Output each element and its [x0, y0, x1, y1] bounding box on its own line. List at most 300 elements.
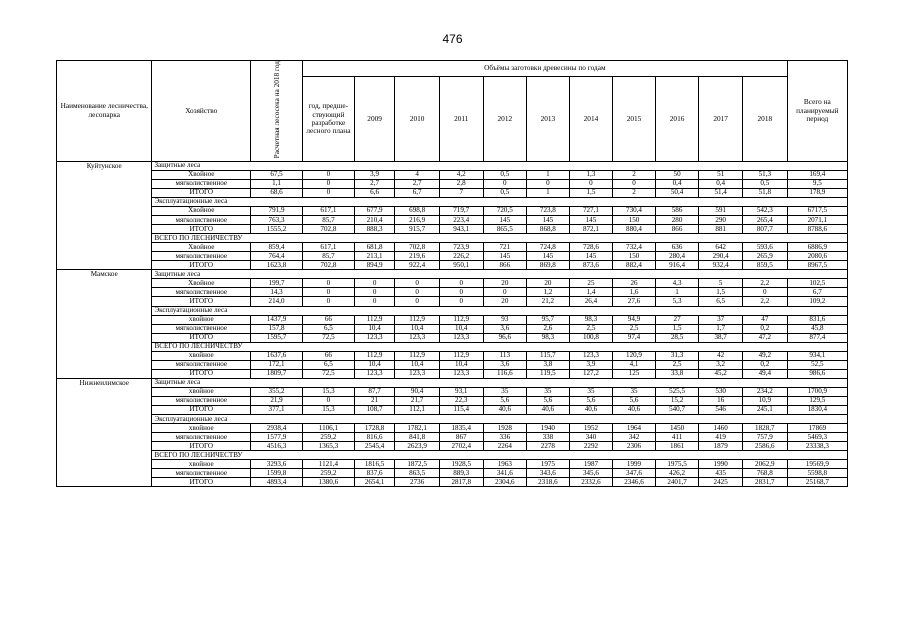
value-cell: 219,6 — [395, 252, 440, 261]
value-cell: 816,6 — [354, 433, 394, 442]
value-cell: 1 — [655, 288, 699, 297]
value-cell: 67,5 — [251, 170, 303, 179]
value-cell: 1,5 — [569, 188, 613, 197]
table-row — [57, 387, 848, 396]
table-row — [57, 261, 848, 270]
value-cell: 6,5 — [302, 324, 354, 333]
row-label: Хвойное — [152, 243, 251, 252]
row-label: ИТОГО — [152, 188, 251, 197]
value-cell: 20 — [483, 297, 527, 306]
value-cell: 0,2 — [742, 324, 787, 333]
value-cell: 866 — [655, 225, 699, 234]
value-cell: 728,6 — [569, 243, 613, 252]
value-cell: 15,3 — [302, 387, 354, 396]
row-label: Хвойное — [152, 206, 251, 215]
value-cell: 877,4 — [787, 333, 847, 342]
value-cell: 0 — [354, 279, 394, 288]
value-cell: 6,6 — [354, 188, 394, 197]
value-cell: 2264 — [483, 442, 527, 451]
table-row — [57, 243, 848, 252]
value-cell: 0 — [354, 288, 394, 297]
value-cell: 178,9 — [787, 188, 847, 197]
value-cell: 4 — [395, 170, 440, 179]
value-cell: 40,6 — [483, 406, 527, 415]
value-cell: 45,8 — [787, 324, 847, 333]
value-cell: 0,5 — [742, 179, 787, 188]
value-cell: 199,7 — [251, 279, 303, 288]
row-label: хвойное — [152, 387, 251, 396]
section-row — [57, 197, 848, 206]
value-cell: 1987 — [569, 460, 613, 469]
value-cell: 38,7 — [699, 333, 743, 342]
table-row — [57, 333, 848, 342]
value-cell: 35 — [569, 387, 613, 396]
value-cell: 345,6 — [569, 469, 613, 478]
value-cell: 37 — [699, 315, 743, 324]
value-cell: 719,7 — [439, 206, 483, 215]
header-prev-year: год, предше-ствующий разработке лесного плана — [302, 77, 354, 161]
value-cell: 5,6 — [613, 396, 656, 405]
value-cell: 869,8 — [527, 261, 570, 270]
value-cell: 20 — [483, 279, 527, 288]
value-cell: 40,6 — [613, 406, 656, 415]
value-cell: 6,5 — [302, 360, 354, 369]
value-cell: 2425 — [699, 478, 743, 487]
value-cell: 6,5 — [699, 297, 743, 306]
value-cell: 757,9 — [742, 433, 787, 442]
value-cell: 119,5 — [527, 369, 570, 378]
value-cell: 0 — [302, 188, 354, 197]
value-cell: 216,9 — [395, 216, 440, 225]
value-cell: 1964 — [613, 424, 656, 433]
value-cell: 343,6 — [527, 469, 570, 478]
value-cell: 93 — [483, 315, 527, 324]
value-cell: 2346,6 — [613, 478, 656, 487]
value-cell: 2586,6 — [742, 442, 787, 451]
section-title: ВСЕГО ПО ЛЕСНИЧЕСТВУ — [152, 342, 848, 351]
value-cell: 426,2 — [655, 469, 699, 478]
value-cell: 702,8 — [302, 261, 354, 270]
value-cell: 1830,4 — [787, 406, 847, 415]
value-cell: 0 — [354, 297, 394, 306]
table-row — [57, 288, 848, 297]
table-row — [57, 279, 848, 288]
value-cell: 791,9 — [251, 206, 303, 215]
value-cell: 52,5 — [787, 360, 847, 369]
value-cell: 882,4 — [613, 261, 656, 270]
value-cell: 93,1 — [439, 387, 483, 396]
value-cell: 259,2 — [302, 469, 354, 478]
section-title: ВСЕГО ПО ЛЕСНИЧЕСТВУ — [152, 234, 848, 243]
header-year: 2009 — [354, 77, 394, 161]
value-cell: 120,9 — [613, 351, 656, 360]
value-cell: 150 — [613, 252, 656, 261]
value-cell: 35 — [613, 387, 656, 396]
value-cell: 677,9 — [354, 206, 394, 215]
value-cell: 145 — [569, 216, 613, 225]
value-cell: 0 — [439, 288, 483, 297]
value-cell: 280 — [655, 216, 699, 225]
section-title: Защитные леса — [152, 378, 848, 387]
value-cell: 112,1 — [395, 406, 440, 415]
value-cell: 123,3 — [354, 333, 394, 342]
value-cell: 21 — [354, 396, 394, 405]
value-cell: 435 — [699, 469, 743, 478]
value-cell: 0 — [569, 179, 613, 188]
value-cell: 100,8 — [569, 333, 613, 342]
value-cell: 1835,4 — [439, 424, 483, 433]
table-row — [57, 297, 848, 306]
section-row — [57, 378, 848, 387]
value-cell: 50 — [655, 170, 699, 179]
value-cell: 6,7 — [395, 188, 440, 197]
value-cell: 22,3 — [439, 396, 483, 405]
value-cell: 3,8 — [527, 360, 570, 369]
value-cell: 123,3 — [439, 369, 483, 378]
header-year: 2014 — [569, 77, 613, 161]
value-cell: 1,6 — [613, 288, 656, 297]
value-cell: 730,4 — [613, 206, 656, 215]
value-cell: 867 — [439, 433, 483, 442]
row-label: хвойное — [152, 460, 251, 469]
value-cell: 35 — [483, 387, 527, 396]
value-cell: 10,4 — [354, 324, 394, 333]
value-cell: 0,5 — [483, 188, 527, 197]
value-cell: 2062,9 — [742, 460, 787, 469]
value-cell: 112,9 — [395, 315, 440, 324]
value-cell: 859,5 — [742, 261, 787, 270]
value-cell: 169,4 — [787, 170, 847, 179]
forestry-name: Мамское — [57, 270, 152, 379]
header-group-title: Объёмы заготовки древесины по годам — [302, 61, 787, 77]
section-row — [57, 342, 848, 351]
value-cell: 355,2 — [251, 387, 303, 396]
value-cell: 112,9 — [439, 315, 483, 324]
value-cell: 17869 — [787, 424, 847, 433]
value-cell: 2831,7 — [742, 478, 787, 487]
value-cell: 94,9 — [613, 315, 656, 324]
value-cell: 213,1 — [354, 252, 394, 261]
value-cell: 872,1 — [569, 225, 613, 234]
value-cell: 340 — [569, 433, 613, 442]
value-cell: 0 — [483, 288, 527, 297]
value-cell: 0 — [742, 288, 787, 297]
value-cell: 26,4 — [569, 297, 613, 306]
value-cell: 2 — [613, 188, 656, 197]
value-cell: 2304,6 — [483, 478, 527, 487]
value-cell: 116,6 — [483, 369, 527, 378]
row-label: мягколиственное — [152, 288, 251, 297]
value-cell: 3,6 — [483, 360, 527, 369]
value-cell: 87,7 — [354, 387, 394, 396]
value-cell: 341,6 — [483, 469, 527, 478]
value-cell: 0 — [439, 279, 483, 288]
value-cell: 943,1 — [439, 225, 483, 234]
value-cell: 1975 — [527, 460, 570, 469]
value-cell: 113 — [483, 351, 527, 360]
value-cell: 90,4 — [395, 387, 440, 396]
value-cell: 21,7 — [395, 396, 440, 405]
table-row — [57, 188, 848, 197]
forestry-name: Нижнеилимское — [57, 378, 152, 487]
table-row — [57, 216, 848, 225]
value-cell: 3,2 — [699, 360, 743, 369]
value-cell: 1106,1 — [302, 424, 354, 433]
value-cell: 1,7 — [699, 324, 743, 333]
value-cell: 0,4 — [655, 179, 699, 188]
value-cell: 8788,6 — [787, 225, 847, 234]
value-cell: 542,3 — [742, 206, 787, 215]
value-cell: 1928,5 — [439, 460, 483, 469]
table-row — [57, 424, 848, 433]
row-label: мягколиственное — [152, 179, 251, 188]
value-cell: 1595,7 — [251, 333, 303, 342]
row-label: мягколиственное — [152, 252, 251, 261]
value-cell: 5,6 — [569, 396, 613, 405]
value-cell: 112,9 — [439, 351, 483, 360]
value-cell: 880,4 — [613, 225, 656, 234]
value-cell: 109,2 — [787, 297, 847, 306]
value-cell: 894,9 — [354, 261, 394, 270]
value-cell: 27,6 — [613, 297, 656, 306]
value-cell: 4516,3 — [251, 442, 303, 451]
value-cell: 210,4 — [354, 216, 394, 225]
row-label: мягколиственное — [152, 396, 251, 405]
value-cell: 3,9 — [569, 360, 613, 369]
value-cell: 115,4 — [439, 406, 483, 415]
value-cell: 586 — [655, 206, 699, 215]
value-cell: 1816,5 — [354, 460, 394, 469]
value-cell: 226,2 — [439, 252, 483, 261]
row-label: ИТОГО — [152, 406, 251, 415]
value-cell: 2318,6 — [527, 478, 570, 487]
value-cell: 525,5 — [655, 387, 699, 396]
value-cell: 280,4 — [655, 252, 699, 261]
value-cell: 2080,6 — [787, 252, 847, 261]
value-cell: 1460 — [699, 424, 743, 433]
value-cell: 1637,6 — [251, 351, 303, 360]
value-cell: 2938,4 — [251, 424, 303, 433]
row-label: ИТОГО — [152, 369, 251, 378]
value-cell: 873,6 — [569, 261, 613, 270]
value-cell: 0 — [302, 297, 354, 306]
value-cell: 123,3 — [439, 333, 483, 342]
value-cell: 45,2 — [699, 369, 743, 378]
table-row — [57, 324, 848, 333]
header-year: 2016 — [655, 77, 699, 161]
value-cell: 5598,8 — [787, 469, 847, 478]
value-cell: 21,9 — [251, 396, 303, 405]
value-cell: 1872,5 — [395, 460, 440, 469]
value-cell: 234,2 — [742, 387, 787, 396]
value-cell: 0 — [613, 179, 656, 188]
value-cell: 265,4 — [742, 216, 787, 225]
row-label: ИТОГО — [152, 333, 251, 342]
value-cell: 2545,4 — [354, 442, 394, 451]
value-cell: 698,8 — [395, 206, 440, 215]
value-cell: 338 — [527, 433, 570, 442]
value-cell: 223,4 — [439, 216, 483, 225]
value-cell: 172,1 — [251, 360, 303, 369]
value-cell: 98,3 — [527, 333, 570, 342]
value-cell: 150 — [613, 216, 656, 225]
value-cell: 5,6 — [527, 396, 570, 405]
value-cell: 723,9 — [439, 243, 483, 252]
value-cell: 2654,1 — [354, 478, 394, 487]
value-cell: 123,3 — [395, 369, 440, 378]
value-cell: 145 — [483, 252, 527, 261]
value-cell: 20 — [527, 279, 570, 288]
section-row — [57, 234, 848, 243]
value-cell: 2,5 — [655, 360, 699, 369]
value-cell: 540,7 — [655, 406, 699, 415]
value-cell: 2736 — [395, 478, 440, 487]
value-cell: 916,4 — [655, 261, 699, 270]
value-cell: 3,9 — [354, 170, 394, 179]
section-row — [57, 415, 848, 424]
header-farm: Хозяйство — [152, 61, 251, 162]
header-year: 2017 — [699, 77, 743, 161]
value-cell: 1828,7 — [742, 424, 787, 433]
value-cell: 72,5 — [302, 369, 354, 378]
value-cell: 96,6 — [483, 333, 527, 342]
value-cell: 889,3 — [439, 469, 483, 478]
value-cell: 49,2 — [742, 351, 787, 360]
value-cell: 764,4 — [251, 252, 303, 261]
value-cell: 1782,1 — [395, 424, 440, 433]
value-cell: 5,3 — [655, 297, 699, 306]
value-cell: 123,3 — [354, 369, 394, 378]
value-cell: 1,5 — [655, 324, 699, 333]
value-cell: 51 — [699, 170, 743, 179]
value-cell: 2817,8 — [439, 478, 483, 487]
value-cell: 934,1 — [787, 351, 847, 360]
section-title: ВСЕГО ПО ЛЕСНИЧЕСТВУ — [152, 451, 848, 460]
value-cell: 1365,3 — [302, 442, 354, 451]
value-cell: 7 — [439, 188, 483, 197]
value-cell: 47,2 — [742, 333, 787, 342]
table-row — [57, 170, 848, 179]
section-title: Защитные леса — [152, 270, 848, 279]
value-cell: 617,1 — [302, 243, 354, 252]
value-cell: 881 — [699, 225, 743, 234]
value-cell: 19569,9 — [787, 460, 847, 469]
value-cell: 2278 — [527, 442, 570, 451]
table-row — [57, 206, 848, 215]
section-title: Защитные леса — [152, 161, 848, 170]
value-cell: 1121,4 — [302, 460, 354, 469]
value-cell: 1861 — [655, 442, 699, 451]
value-cell: 10,4 — [395, 324, 440, 333]
value-cell: 865,5 — [483, 225, 527, 234]
value-cell: 932,4 — [699, 261, 743, 270]
value-cell: 591 — [699, 206, 743, 215]
value-cell: 0 — [395, 297, 440, 306]
row-label: мягколиственное — [152, 469, 251, 478]
value-cell: 66 — [302, 315, 354, 324]
value-cell: 5469,3 — [787, 433, 847, 442]
value-cell: 732,4 — [613, 243, 656, 252]
value-cell: 1,5 — [699, 288, 743, 297]
table-row — [57, 369, 848, 378]
value-cell: 0 — [483, 179, 527, 188]
value-cell: 50,4 — [655, 188, 699, 197]
value-cell: 724,8 — [527, 243, 570, 252]
value-cell: 1 — [527, 170, 570, 179]
value-cell: 42 — [699, 351, 743, 360]
value-cell: 1577,9 — [251, 433, 303, 442]
value-cell: 265,9 — [742, 252, 787, 261]
section-title: Эксплуатационные леса — [152, 415, 848, 424]
value-cell: 112,9 — [354, 315, 394, 324]
value-cell: 112,9 — [354, 351, 394, 360]
value-cell: 2623,9 — [395, 442, 440, 451]
table-row — [57, 396, 848, 405]
value-cell: 10,9 — [742, 396, 787, 405]
value-cell: 112,9 — [395, 351, 440, 360]
table-body — [57, 161, 848, 487]
row-label: мягколиственное — [152, 360, 251, 369]
value-cell: 1555,2 — [251, 225, 303, 234]
harvest-volume-table — [56, 60, 848, 487]
value-cell: 1380,6 — [302, 478, 354, 487]
table-row — [57, 179, 848, 188]
value-cell: 115,7 — [527, 351, 570, 360]
value-cell: 0 — [439, 297, 483, 306]
value-cell: 2,6 — [527, 324, 570, 333]
table-row — [57, 360, 848, 369]
value-cell: 1,4 — [569, 288, 613, 297]
row-label: ИТОГО — [152, 225, 251, 234]
table-row — [57, 252, 848, 261]
section-row — [57, 270, 848, 279]
value-cell: 85,7 — [302, 216, 354, 225]
value-cell: 5,6 — [483, 396, 527, 405]
value-cell: 2,5 — [569, 324, 613, 333]
value-cell: 51,4 — [699, 188, 743, 197]
section-title: Эксплуатационные леса — [152, 197, 848, 206]
value-cell: 2332,6 — [569, 478, 613, 487]
value-cell: 4893,4 — [251, 478, 303, 487]
value-cell: 831,6 — [787, 315, 847, 324]
table-row — [57, 406, 848, 415]
section-title: Эксплуатационные леса — [152, 306, 848, 315]
header-year: 2011 — [439, 77, 483, 161]
header-forestry-name: Наименование лесничества, лесопарка — [57, 61, 152, 162]
value-cell: 347,6 — [613, 469, 656, 478]
value-cell: 986,6 — [787, 369, 847, 378]
value-cell: 157,8 — [251, 324, 303, 333]
value-cell: 15,3 — [302, 406, 354, 415]
value-cell: 95,7 — [527, 315, 570, 324]
value-cell: 1879 — [699, 442, 743, 451]
value-cell: 9,5 — [787, 179, 847, 188]
value-cell: 1450 — [655, 424, 699, 433]
value-cell: 0,2 — [742, 360, 787, 369]
value-cell: 26 — [613, 279, 656, 288]
value-cell: 1 — [527, 188, 570, 197]
value-cell: 1,1 — [251, 179, 303, 188]
value-cell: 1975,5 — [655, 460, 699, 469]
row-label: мягколиственное — [152, 324, 251, 333]
value-cell: 4,3 — [655, 279, 699, 288]
value-cell: 10,4 — [354, 360, 394, 369]
section-row — [57, 451, 848, 460]
value-cell: 2,7 — [354, 179, 394, 188]
value-cell: 546 — [699, 406, 743, 415]
value-cell: 841,8 — [395, 433, 440, 442]
value-cell: 108,7 — [354, 406, 394, 415]
